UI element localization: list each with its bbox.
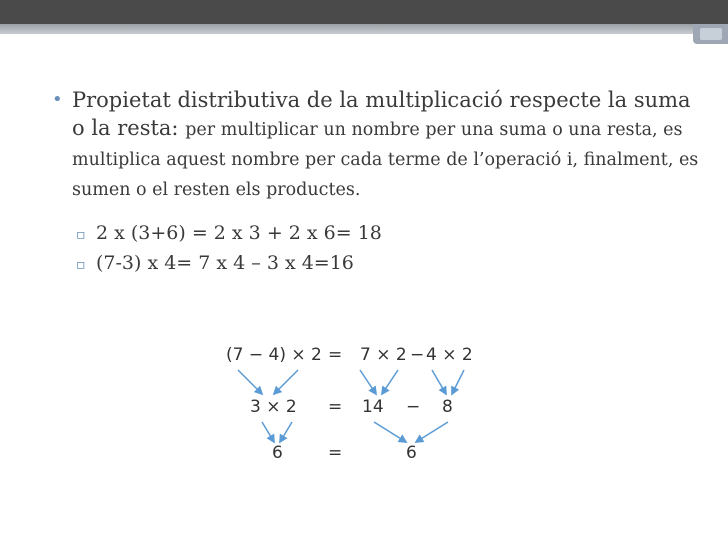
square-bullet-icon: ▫: [76, 257, 86, 273]
diagram-arrow: [382, 370, 398, 394]
diagram-arrow: [262, 422, 274, 442]
examples-list: [48, 218, 708, 278]
example-item: [76, 248, 708, 278]
diagram-row1-mid: 7 × 2: [360, 345, 407, 365]
slide-corner-tab-inner: [700, 28, 722, 40]
diagram-row1-left: (7 − 4) × 2: [226, 345, 322, 365]
diagram-row2-op: −: [406, 397, 421, 417]
slide-top-band-line: [0, 24, 728, 34]
square-bullet-icon: ▫: [76, 227, 86, 243]
diagram-row1-eq: =: [328, 345, 343, 365]
diagram-arrow: [360, 370, 376, 394]
slide-content: [48, 86, 708, 278]
diagram-row3-left: 6: [272, 443, 283, 463]
diagram-arrow: [432, 370, 446, 394]
diagram-row1-right: 4 × 2: [426, 345, 473, 365]
diagram-arrow: [416, 422, 448, 442]
diagram-row2-mid: 14: [362, 397, 384, 417]
bullet-dot-icon: •: [52, 89, 63, 110]
diagram-row2-eq: =: [328, 397, 343, 417]
diagram-arrow: [238, 370, 262, 394]
diagram-row1-op: −: [410, 345, 425, 365]
diagram-row3-right: 6: [406, 443, 417, 463]
diagram-arrow: [374, 422, 406, 442]
diagram-arrow: [274, 370, 298, 394]
slide-top-band: [0, 0, 728, 24]
diagram-arrow: [280, 422, 292, 442]
diagram-row2-left: 3 × 2: [250, 397, 297, 417]
diagram-row3-eq: =: [328, 443, 343, 463]
main-bullet: [48, 86, 708, 204]
diagram-arrow: [452, 370, 464, 394]
bullet-desc-text: per multiplicar un nombre per una suma o una resta, es multiplica aquest nombre per cada terme de l’operació i, finalment, es sumen o el resten els productes.: [72, 120, 699, 200]
distributive-diagram: [210, 340, 478, 466]
example-item: [76, 218, 708, 248]
diagram-row2-right: 8: [442, 397, 453, 417]
bullet-lead-text: Propietat distributiva de la multiplicació respecte la suma o la resta:: [72, 88, 691, 140]
example-text: 2 x (3+6) = 2 x 3 + 2 x 6= 18: [96, 222, 382, 244]
example-text: (7-3) x 4= 7 x 4 – 3 x 4=16: [96, 252, 354, 274]
